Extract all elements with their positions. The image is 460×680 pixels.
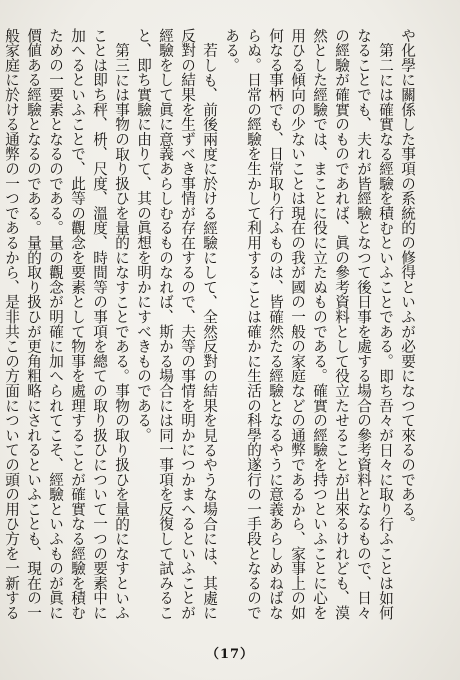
paragraph-1: や化學に關係した事項の系統的の修得といふが必要になつて來るのである。 bbox=[399, 28, 416, 532]
body-text bbox=[3, 28, 418, 623]
paragraph-2: 第二には確實なる經驗を積むといふことである。即ち吾々が日々に取り行ふことは如何なることでも、夫れが皆經驗となつて後日事を處する場合の參考資料となるもので、日々の經驗が確實のものであれば、眞の參考資料として役立たせることが出來るけれども、漠然とした經驗では、まことに役に立たぬものである。確實の經驗を持つといふことに心を用ひる傾向の少ないことは現在の我が國の一般の家庭などの通弊であるから、家事上の如何なる事柄でも、日常取り行ふものは、皆確然たる經驗となるやうに意義あらしめねばならぬ。日常の經驗を生かして利用することは確かに生活の科學的遂行の一手段となるのである。 bbox=[223, 28, 394, 621]
page-number: （17） bbox=[205, 647, 255, 662]
paragraph-3: 若しも、前後兩度に於ける經驗にして、全然反對の結果を見るやうな場合には、其處に反對の結果を生ずべき事情が存在するので、夫等の事情を明かにつかまへるといふことが經驗をして眞に意義あらしむるものなれば、斯かる場合には同一事項を反復して試みること、即ち實驗に由りて、其の眞想を明かにすべきものである。 bbox=[135, 28, 218, 621]
paragraph-4: 第三には事物の取り扱ひを量的になすことである。事物の取り扱ひを量的になすといふことは即ち秤、枡、尺度、溫度、時間等の事項を總ての取り扱ひについて一つの要素中に加へるといふことで、此等の觀念を要素として物事を處理することが確實なる經驗を積むための一要素となるのである。量の觀念が明確に加へられてこそ、經驗といふものが眞に價値ある經驗となるのである。量的取り扱ひが更角粗略にされるといふことも、現在の一般家庭に於ける通弊の一つであるから、是非共この方面についての頭の用ひ方を一新する bbox=[3, 28, 130, 621]
